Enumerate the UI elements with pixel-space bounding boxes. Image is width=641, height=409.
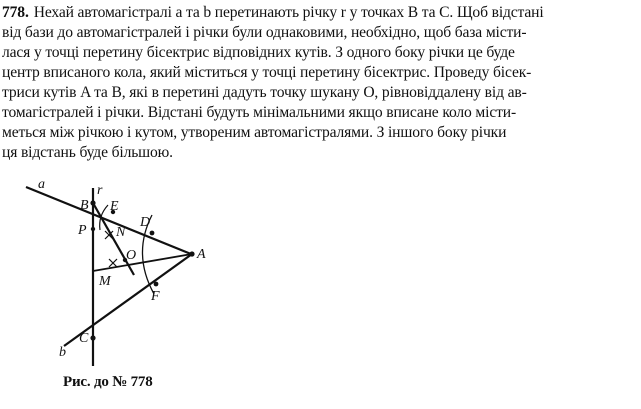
label-b-line: b xyxy=(59,345,66,360)
label-m-point: M xyxy=(99,274,111,289)
point-f xyxy=(154,282,159,287)
problem-text-line-2: від бази до автомагістралей і річки були однаковими, необхідно, щоб база місти- xyxy=(2,24,527,41)
point-a xyxy=(189,251,194,256)
geometry-figure xyxy=(26,176,241,372)
label-f-point: F xyxy=(151,289,160,304)
label-a-point: A xyxy=(197,247,206,262)
highway-a-line xyxy=(26,187,191,254)
label-r-line: r xyxy=(97,183,103,198)
label-b-point: B xyxy=(80,198,89,213)
label-c-point: C xyxy=(79,331,89,346)
problem-text-line-6: томагістралей і річки. Відстані будуть мінімальними якщо вписане коло місти- xyxy=(2,104,516,121)
label-a-line: a xyxy=(38,177,45,192)
figure-canvas xyxy=(26,176,241,372)
point-d xyxy=(150,231,155,236)
label-o-point: O xyxy=(126,248,137,263)
label-e-point: E xyxy=(110,199,119,214)
problem-text-line xyxy=(2,3,544,23)
problem-text-line-4: центр вписаного кола, який міститься у точці перетину бісектрис. Проведу бісек- xyxy=(2,64,532,81)
label-p-point: P xyxy=(78,223,87,238)
problem-text-line-8: ця відстань буде більшою. xyxy=(2,144,173,161)
point-c xyxy=(90,335,95,340)
problem-text-line-3: лася у точці перетину бісектрис відповідних кутів. З одного боку річки це буде xyxy=(2,44,515,61)
problem-number: 778. xyxy=(2,4,29,21)
label-n-point: N xyxy=(116,225,126,240)
figure-caption: Рис. до № 778 xyxy=(63,374,153,390)
label-d-point: D xyxy=(140,215,151,230)
problem-text-line-7: меться між річкою і кутом, утвореним автомагістралями. З іншого боку річки xyxy=(2,124,507,141)
problem-text-line-5: триси кутів A та B, які в перетині дадуть точку шукану O, рівновіддалену від ав- xyxy=(2,84,527,101)
problem-text-line-1: Нехай автомагістралі a та b перетинають річку r у точках B та C. Щоб відстані xyxy=(33,4,544,21)
point-p xyxy=(91,227,95,231)
point-b xyxy=(90,200,95,205)
